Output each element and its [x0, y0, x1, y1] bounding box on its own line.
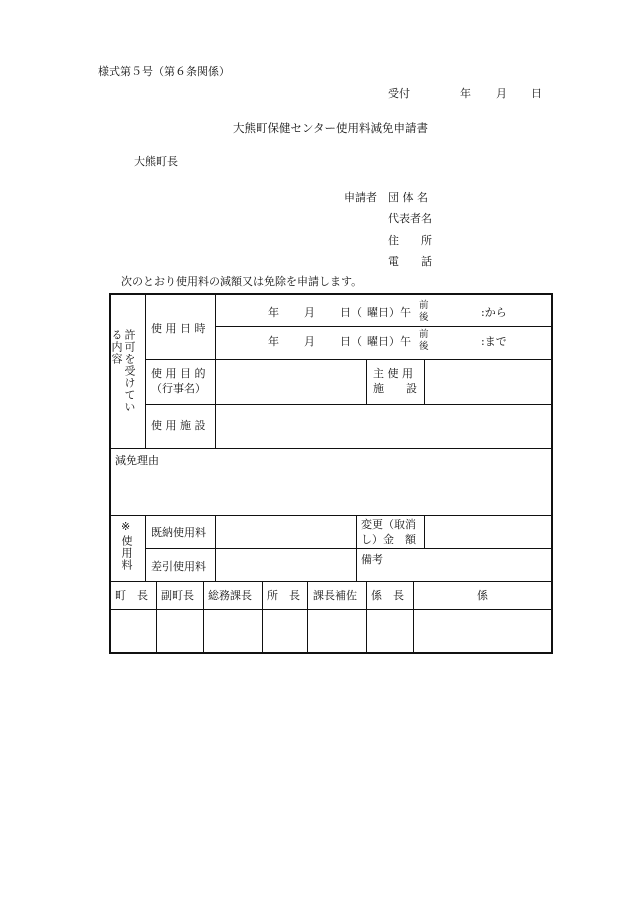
usage-datetime-label: 使 用 日 時 [151, 322, 206, 335]
row-divider [111, 581, 551, 582]
stamp-general-affairs-chief: 総務課長 [208, 589, 252, 602]
permit-section-label: 許可を受けている内容 [110, 329, 136, 413]
col-divider [215, 295, 216, 448]
row1-pm: 後 [419, 312, 429, 323]
org-name-label: 団 体 名 [388, 191, 428, 204]
row-divider [145, 359, 551, 360]
stamp-staff: 係 [477, 589, 488, 602]
row-divider [215, 326, 551, 327]
col-divider [413, 581, 414, 652]
col-divider [203, 581, 204, 652]
col-divider [145, 295, 146, 448]
col-divider [356, 515, 357, 581]
col-divider [215, 515, 216, 581]
col-divider [424, 515, 425, 548]
row1-from: :から [481, 306, 507, 319]
purpose-sub-label: （行事名） [151, 382, 206, 395]
paid-fee-label: 既納使用料 [151, 526, 206, 539]
row-divider [111, 609, 551, 610]
row2-until: :まで [481, 335, 507, 348]
row2-year: 年 [268, 335, 279, 348]
row-divider [111, 448, 551, 449]
col-divider [307, 581, 308, 652]
row-divider [111, 515, 551, 516]
address-label: 住 所 [388, 234, 432, 247]
received-month: 月 [496, 87, 507, 100]
intro-text: 次のとおり使用料の減額又は免除を申請します。 [121, 275, 363, 288]
row1-am: 前 [419, 300, 429, 311]
stamp-director: 所 長 [267, 589, 300, 602]
col-divider [366, 359, 367, 404]
facility-label: 使 用 施 設 [151, 419, 206, 432]
main-facility-label: 主 使 用 [373, 367, 413, 380]
document-title: 大熊町保健センター使用料減免申請書 [233, 121, 429, 135]
stamp-deputy-mayor: 副町長 [161, 589, 194, 602]
row-divider [145, 404, 551, 405]
row2-am: 前 [419, 329, 429, 340]
purpose-label: 使 用 目 的 [151, 367, 206, 380]
col-divider [424, 359, 425, 404]
row-divider [145, 548, 551, 549]
row1-month: 月 [304, 306, 315, 319]
deducted-fee-label: 差引使用料 [151, 560, 206, 573]
stamp-section-chief: 係 長 [371, 589, 404, 602]
applicant-label: 申請者 [344, 191, 377, 204]
reason-label: 減免理由 [115, 454, 159, 467]
representative-label: 代表者名 [388, 212, 432, 225]
col-divider [145, 515, 146, 581]
row2-month: 月 [304, 335, 315, 348]
received-label: 受付 [388, 87, 410, 100]
phone-label: 電 話 [388, 255, 432, 268]
fee-section-label: 使用料 [120, 535, 133, 571]
addressee: 大熊町長 [134, 155, 178, 168]
application-table [109, 293, 553, 654]
row2-weekday: 曜日）午 [367, 335, 411, 348]
form-number: 様式第５号（第６条関係） [98, 65, 230, 78]
row1-weekday: 曜日）午 [367, 306, 411, 319]
main-facility-sub-label: 施 設 [373, 382, 417, 395]
received-year: 年 [460, 87, 471, 100]
row2-pm: 後 [419, 341, 429, 352]
change-amount-sub-label: し）金 額 [361, 533, 416, 546]
row1-year: 年 [268, 306, 279, 319]
change-amount-label: 変更（取消 [361, 518, 416, 531]
col-divider [156, 581, 157, 652]
received-day: 日 [531, 87, 542, 100]
row2-day: 日（ [340, 335, 362, 348]
row1-day: 日（ [340, 306, 362, 319]
col-divider [262, 581, 263, 652]
stamp-assistant-chief: 課長補佐 [313, 589, 357, 602]
fee-note-mark: ※ [121, 520, 131, 533]
remarks-label: 備考 [361, 553, 383, 566]
stamp-mayor: 町 長 [115, 589, 148, 602]
col-divider [366, 581, 367, 652]
